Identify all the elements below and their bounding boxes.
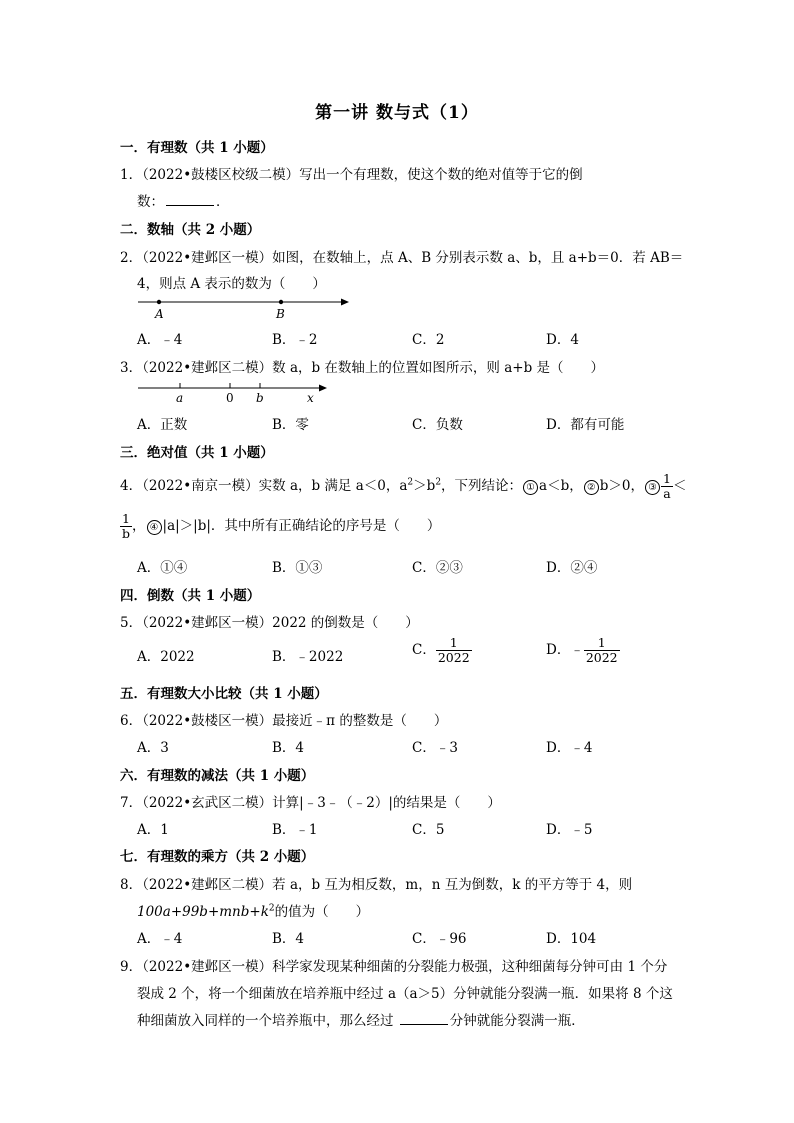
q6-line1: 6．（2022•鼓楼区一模）最接近﹣π 的整数是（ ） [120,713,448,729]
q2-option-c[interactable]: C．2 [412,332,445,348]
q5-option-c-prefix: C． [412,642,436,658]
q2-line2: 4，则点 A 表示的数为（ ） [137,276,326,292]
q9-line3 [137,1009,585,1029]
q8-option-b[interactable]: B．4 [272,931,305,947]
q5-option-d[interactable] [546,636,620,665]
q2-option-b[interactable]: B．﹣2 [272,332,318,348]
q4-frac-b-den: b [122,526,131,541]
q1-line2 [137,190,230,210]
q4-text-c: ，下列结论： [441,478,523,494]
q4-frac-a-den: a [663,486,671,501]
q2-point-b [279,300,283,304]
q6-option-a[interactable]: A．3 [137,740,169,756]
q3-option-a[interactable]: A．正数 [137,417,188,433]
q9-answer-blank[interactable] [400,1012,448,1025]
q6-option-c[interactable]: C．﹣3 [412,740,458,756]
q4-frac-b-num: 1 [120,512,132,527]
q4-conclusion-2: b＞0， [599,478,644,494]
q8-expression: 100a+99b+mnb+k [137,904,269,920]
q5-line1: 5．（2022•建邺区一模）2022 的倒数是（ ） [120,615,419,631]
q3-label-0: 0 [226,391,234,405]
q8-sup: 2 [268,903,275,914]
section-heading-6: 六．有理数的减法（共 1 小题） [120,768,315,784]
q8-option-a[interactable]: A．﹣4 [137,931,183,947]
section-heading-2: 二．数轴（共 2 小题） [120,222,261,238]
q4-less-than: ＜ [672,478,687,494]
q1-line1: 1．（2022•鼓楼区校级二模）写出一个有理数，使这个数的绝对值等于它的倒 [120,167,583,183]
q5-c-den: 2022 [437,650,470,665]
section-heading-4: 四．倒数（共 1 小题） [120,588,261,604]
q7-option-b[interactable]: B．﹣1 [272,822,318,838]
q2-number-line [135,292,355,322]
q5-option-c[interactable] [412,636,472,665]
q4-option-d[interactable]: D．②④ [546,560,598,576]
section-heading-5: 五．有理数大小比较（共 1 小题） [120,686,328,702]
section-heading-1: 一．有理数（共 1 小题） [120,140,274,156]
q1-answer-blank[interactable] [166,193,214,206]
q2-option-d[interactable]: D．4 [546,332,579,348]
q8-line1: 8．（2022•建邺区二模）若 a，b 互为相反数，m，n 互为倒数，k 的平方等于 4，则 [120,877,633,893]
q5-option-b[interactable]: B．﹣2022 [272,649,344,665]
q5-d-num: 1 [584,636,620,651]
q4-option-b[interactable]: B．①③ [272,560,323,576]
q8-line2 [137,900,369,920]
q2-point-a [157,300,161,304]
q4-circle-4: ④ [147,520,162,535]
q4-frac-a-num: 1 [662,471,671,486]
q5-option-c-fraction [436,636,472,665]
q4-text-b: ＞b [413,478,436,494]
q3-option-d[interactable]: D．都有可能 [546,417,625,433]
q7-option-a[interactable]: A．1 [137,822,169,838]
q5-option-d-fraction [584,636,620,665]
q9-text-b: 分钟就能分裂满一瓶． [449,1013,585,1029]
q1-suffix: ． [216,194,230,210]
q3-option-c[interactable]: C．负数 [412,417,463,433]
q4-comma: ， [132,518,146,534]
q3-label-x: x [307,391,314,405]
q4-text-d: |a|＞|b|．其中所有正确结论的序号是（ ） [162,518,441,534]
q2-label-a: A [155,307,164,321]
q4-line1 [120,472,686,501]
q3-label-a: a [176,391,184,405]
q8-text: 的值为（ ） [274,904,370,920]
q9-text-a: 种细菌放入同样的一个培养瓶中，那么经过 [137,1013,394,1029]
q4-sup-1: 2 [407,477,414,488]
section-heading-3: 三．绝对值（共 1 小题） [120,445,274,461]
q8-option-d[interactable]: D．104 [546,931,597,947]
q9-line1: 9．（2022•建邺区一模）科学家发现某种细菌的分裂能力极强，这种细菌每分钟可由 1 个分 [120,959,668,975]
q4-option-a[interactable]: A．①④ [137,560,188,576]
q5-option-a[interactable]: A．2022 [137,649,195,665]
q5-c-num: 1 [436,636,472,651]
q7-line1: 7．（2022•玄武区二模）计算|﹣3﹣（﹣2）|的结果是（ ） [120,795,501,811]
q4-sup-2: 2 [435,477,442,488]
q4-fraction-1-over-b [120,512,132,541]
q8-option-c[interactable]: C．﹣96 [412,931,467,947]
q7-option-c[interactable]: C．5 [412,822,445,838]
q4-line2 [120,512,440,541]
q2-label-b: B [276,307,285,321]
q6-option-b[interactable]: B．4 [272,740,305,756]
q4-option-c[interactable]: C．②③ [412,560,463,576]
q4-conclusion-1: a＜b， [539,478,583,494]
page-title: 第一讲 数与式（1） [315,103,479,123]
q4-circle-3: ③ [645,480,660,495]
q4-text-a: 4．（2022•南京一模）实数 a，b 满足 a＜0，a [120,478,408,494]
q2-option-a[interactable]: A．﹣4 [137,332,183,348]
q1-prefix: 数： [137,194,164,210]
q3-label-b: b [256,391,264,405]
q4-circle-1: ① [523,480,538,495]
q9-line2: 裂成 2 个，将一个细菌放在培养瓶中经过 a（a＞5）分钟就能分裂满一瓶．如果将 8 个这 [137,986,673,1002]
q4-circle-2: ② [584,480,599,495]
q7-option-d[interactable]: D．﹣5 [546,822,593,838]
q3-number-line [135,378,335,408]
section-heading-7: 七．有理数的乘方（共 2 小题） [120,849,315,865]
q2-line1: 2．（2022•建邺区一模）如图，在数轴上，点 A、B 分别表示数 a、b，且 a+b＝0．若 AB＝ [120,250,684,266]
q5-d-den: 2022 [585,650,618,665]
q6-option-d[interactable]: D．﹣4 [546,740,593,756]
q4-fraction-1-over-a [661,472,673,501]
q3-line1: 3．（2022•建邺区二模）数 a，b 在数轴上的位置如图所示，则 a+b 是（ ） [120,360,605,376]
q5-option-d-prefix: D．﹣ [546,642,584,658]
q3-option-b[interactable]: B．零 [272,417,309,433]
